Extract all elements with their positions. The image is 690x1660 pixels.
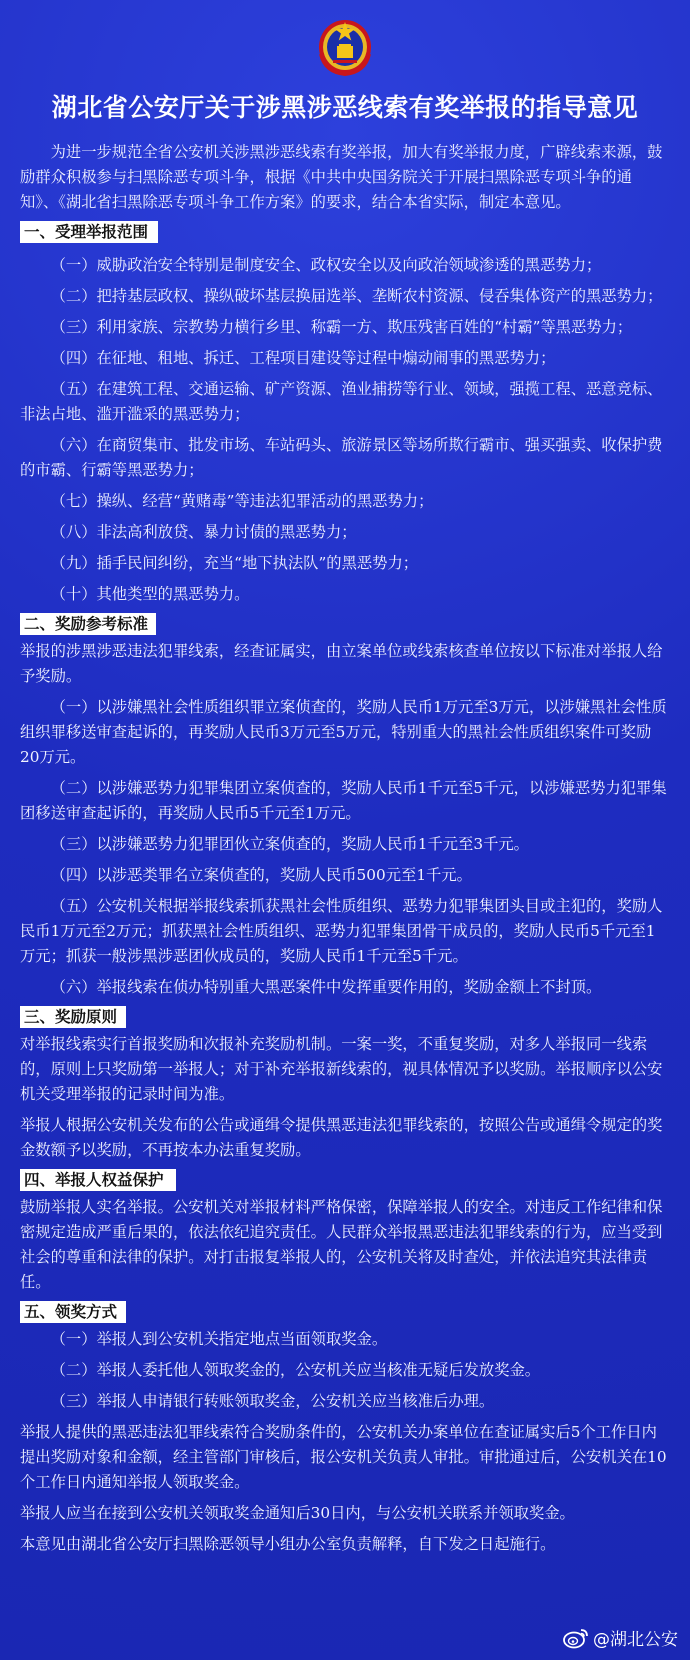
list-item: （九）插手民间纠纷，充当“地下执法队”的黑恶势力； bbox=[50, 554, 419, 572]
paragraph: 本意见由湖北省公安厅扫黑除恶领导小组办公室负责解释，自下发之日起施行。 bbox=[20, 1535, 556, 1553]
list-item: （三）利用家族、宗教势力横行乡里、称霸一方、欺压残害百姓的“村霸”等黑恶势力； bbox=[50, 318, 633, 336]
weibo-logo-icon bbox=[563, 1627, 589, 1649]
section-label: 五、领奖方式 bbox=[20, 1301, 126, 1323]
section-label: 四、举报人权益保护 bbox=[20, 1169, 176, 1191]
list-item: （六）在商贸集市、批发市场、车站码头、旅游景区等场所欺行霸市、强买强卖、收保护费的市霸、行霸等黑恶势力； bbox=[20, 436, 663, 479]
list-item: （三）以涉嫌恶势力犯罪团伙立案侦查的，奖励人民币1千元至3千元。 bbox=[50, 835, 529, 853]
police-emblem-icon bbox=[315, 14, 375, 76]
list-item: （一）举报人到公安机关指定地点当面领取奖金。 bbox=[50, 1330, 388, 1348]
list-item: （三）举报人申请银行转账领取奖金，公安机关应当核准后办理。 bbox=[50, 1392, 495, 1410]
paragraph: 对举报线索实行首报奖励和次报补充奖励机制。一案一奖，不重复奖励，对多人举报同一线索的，原则上只奖励第一举报人；对于补充举报新线索的，视具体情况予以奖励。举报顺序以公安机关受理举报的记录时间为准。 bbox=[20, 1035, 663, 1103]
list-item: （一）威胁政治安全特别是制度安全、政权安全以及向政治领域渗透的黑恶势力； bbox=[50, 256, 602, 274]
list-item: （四）在征地、租地、拆迁、工程项目建设等过程中煽动闹事的黑恶势力； bbox=[50, 349, 556, 367]
list-item: （四）以涉恶类罪名立案侦查的，奖励人民币500元至1千元。 bbox=[50, 866, 472, 884]
section-label: 一、受理举报范围 bbox=[20, 221, 158, 243]
paragraph: 举报人提供的黑恶违法犯罪线索符合奖励条件的，公安机关办案单位在查证属实后5个工作日内提出奖励对象和金额，经主管部门审核后，报公安机关负责人审批。审批通过后，公安机关在10个工作日内通知举报人领取奖金。 bbox=[20, 1423, 667, 1491]
section-lead: 举报的涉黑涉恶违法犯罪线索，经查证属实，由立案单位或线索核查单位按以下标准对举报人给予奖励。 bbox=[20, 642, 663, 685]
section-label: 二、奖励参考标准 bbox=[20, 613, 156, 635]
list-item: （二）以涉嫌恶势力犯罪集团立案侦查的，奖励人民币1千元至5千元，以涉嫌恶势力犯罪集团移送审查起诉的，再奖励人民币5千元至1万元。 bbox=[20, 779, 667, 822]
paragraph: 鼓励举报人实名举报。公安机关对举报材料严格保密，保障举报人的安全。对违反工作纪律和保密规定造成严重后果的，依法依纪追究责任。人民群众举报黑恶违法犯罪线索的行为，应当受到社会的尊重和法律的保护。对打击报复举报人的，公安机关将及时查处，并依法追究其法律责任。 bbox=[20, 1198, 663, 1291]
paragraph: 举报人根据公安机关发布的公告或通缉令提供黑恶违法犯罪线索的，按照公告或通缉令规定的奖金数额予以奖励，不再按本办法重复奖励。 bbox=[20, 1116, 663, 1159]
list-item: （二）举报人委托他人领取奖金的，公安机关应当核准无疑后发放奖金。 bbox=[50, 1361, 541, 1379]
document-body bbox=[20, 140, 670, 1557]
weibo-watermark bbox=[563, 1625, 678, 1650]
weibo-account: @湖北公安 bbox=[593, 1630, 678, 1650]
list-item: （五）公安机关根据举报线索抓获黑社会性质组织、恶势力犯罪集团头目或主犯的，奖励人民币1万元至2万元；抓获黑社会性质组织、恶势力犯罪集团骨干成员的，奖励人民币5千元至1万元；抓获一般涉黑涉恶团伙成员的，奖励人民币1千元至5千元。 bbox=[20, 897, 663, 965]
list-item: （七）操纵、经营“黄赌毒”等违法犯罪活动的黑恶势力； bbox=[50, 492, 434, 510]
list-item: （一）以涉嫌黑社会性质组织罪立案侦查的，奖励人民币1万元至3万元，以涉嫌黑社会性质组织罪移送审查起诉的，再奖励人民币3万元至5万元，特别重大的黑社会性质组织案件可奖励20万元。 bbox=[20, 698, 667, 766]
paragraph: 举报人应当在接到公安机关领取奖金通知后30日内，与公安机关联系并领取奖金。 bbox=[20, 1504, 575, 1522]
section-label: 三、奖励原则 bbox=[20, 1006, 126, 1028]
intro-paragraph: 为进一步规范全省公安机关涉黑涉恶线索有奖举报，加大有奖举报力度，广辟线索来源，鼓励群众积极参与扫黑除恶专项斗争，根据《中共中央国务院关于开展扫黑除恶专项斗争的通知》、《湖北省扫黑除恶专项斗争工作方案》的要求，结合本省实际，制定本意见。 bbox=[20, 143, 663, 211]
page-title: 湖北省公安厅关于涉黑涉恶线索有奖举报的指导意见 bbox=[51, 93, 639, 122]
list-item: （八）非法高利放贷、暴力讨债的黑恶势力； bbox=[50, 523, 357, 541]
list-item: （十）其他类型的黑恶势力。 bbox=[50, 585, 250, 603]
list-item: （五）在建筑工程、交通运输、矿产资源、渔业捕捞等行业、领域，强揽工程、恶意竞标、非法占地、滥开滥采的黑恶势力； bbox=[20, 380, 663, 423]
list-item: （二）把持基层政权、操纵破坏基层换届选举、垄断农村资源、侵吞集体资产的黑恶势力； bbox=[50, 287, 663, 305]
list-item: （六）举报线索在侦办特别重大黑恶案件中发挥重要作用的，奖励金额上不封顶。 bbox=[50, 978, 602, 996]
